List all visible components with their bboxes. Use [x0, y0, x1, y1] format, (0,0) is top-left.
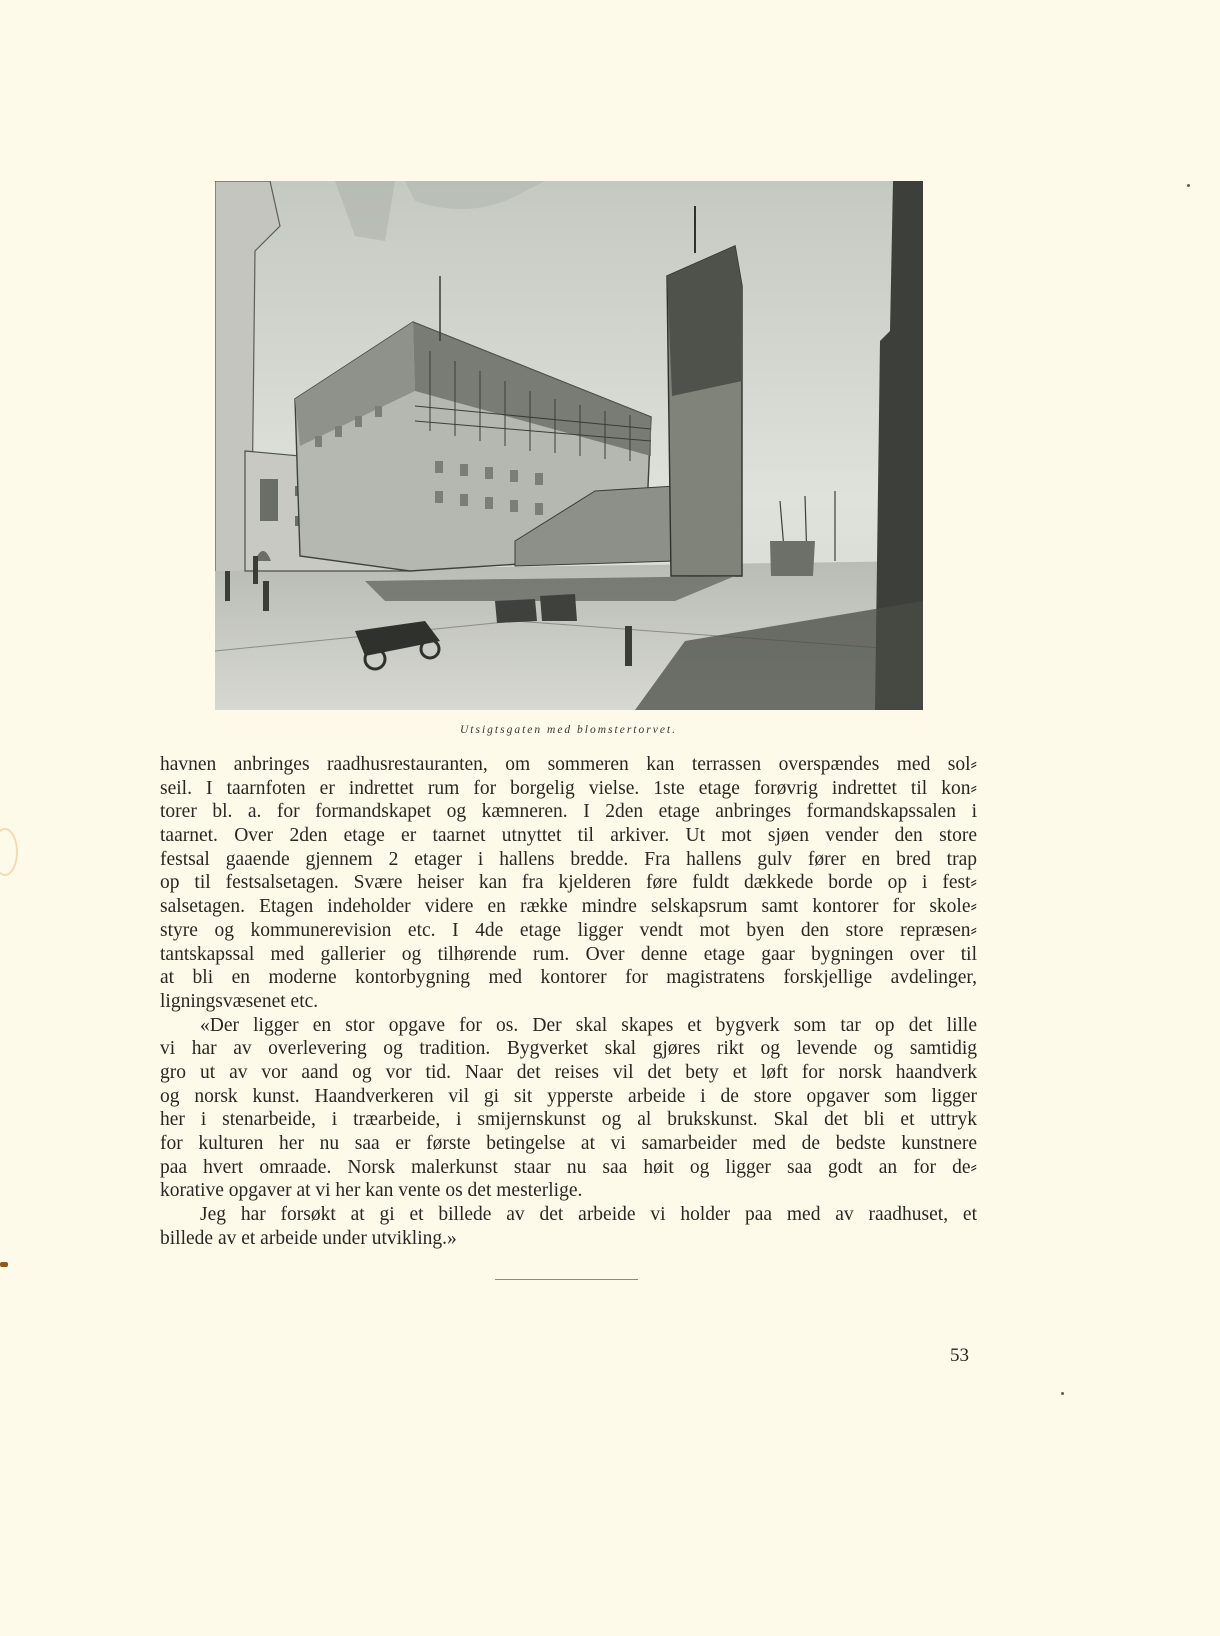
text-line: for kulturen her nu saa er første betingelse at vi samarbeider med de bedste kunstnere — [160, 1133, 977, 1154]
text-line: salsetagen. Etagen indeholder videre en række mindre selskapsrum samt kontorer for skole⸗ — [160, 896, 977, 918]
paper-speck — [1187, 184, 1190, 187]
text-line: op til festsalsetagen. Svære heiser kan fra kjelderen føre fuldt dækkede borde op i fest⸗ — [160, 872, 977, 894]
section-divider — [495, 1279, 638, 1280]
paper-spot — [0, 1262, 8, 1267]
text-line: korative opgaver at vi her kan vente os det mesterlige. — [160, 1180, 583, 1202]
body-text — [160, 753, 977, 1250]
paper-stain — [0, 828, 18, 876]
text-line: styre og kommunerevision etc. I 4de etage ligger vendt mot byen den store repræsen⸗ — [160, 919, 977, 941]
text-line: festsal gaaende gjennem 2 etager i hallens bredde. Fra hallens gulv fører en bred trap — [160, 848, 977, 870]
text-line: at bli en moderne kontorbygning med kontorer for magistratens forskjellige avdelinger, — [160, 967, 977, 989]
illustration-city-hall — [215, 181, 923, 710]
text-line: tantskapssal med gallerier og tilhørende rum. Over denne etage gaar bygningen over til — [160, 943, 977, 965]
text-line: seil. I taarnfoten er indrettet rum for borgelig vielse. 1ste etage forøvrig indrettet til kon⸗ — [160, 777, 977, 799]
text-line: billede av et arbeide under utvikling.» — [160, 1227, 457, 1249]
ship-hull — [770, 541, 815, 576]
text-line: taarnet. Over 2den etage er taarnet utnyttet til arkiver. Ut mot sjøen vender den store — [160, 825, 977, 847]
sketch-image — [215, 181, 923, 710]
text-line: havnen anbringes raadhusrestauranten, om sommeren kan terrassen overspændes med sol⸗ — [160, 754, 977, 775]
text-line: og norsk kunst. Haandverkeren vil gi sit ypperste arbeide i de store opgaver som ligger — [160, 1085, 977, 1107]
figure-caption: Utsigtsgaten med blomstertorvet. — [460, 724, 677, 736]
text-line: «Der ligger en stor opgave for os. Der skal skapes et bygverk som tar op det lille — [200, 1014, 977, 1036]
page-number: 53 — [950, 1345, 969, 1366]
text-line: paa hvert omraade. Norsk malerkunst staar nu saa høit og ligger saa godt an for de⸗ — [160, 1156, 977, 1178]
paper-speck — [1061, 1392, 1064, 1395]
text-line: torer bl. a. for formandskapet og kæmneren. I 2den etage anbringes formandskapssalen i — [160, 801, 977, 823]
text-line: Jeg har forsøkt at gi et billede av det arbeide vi holder paa med av raadhuset, et — [200, 1204, 977, 1226]
text-line: gro ut av vor aand og vor tid. Naar det reises vil det bety et løft for norsk haandverk — [160, 1061, 977, 1083]
text-line: vi har av overlevering og tradition. Bygverket skal gjøres rikt og levende og samtidig — [160, 1038, 977, 1060]
text-line: ligningsvæsenet etc. — [160, 990, 319, 1012]
text-line: her i stenarbeide, i træarbeide, i smijernskunst og al brukskunst. Skal det bli et uttryk — [160, 1109, 977, 1131]
